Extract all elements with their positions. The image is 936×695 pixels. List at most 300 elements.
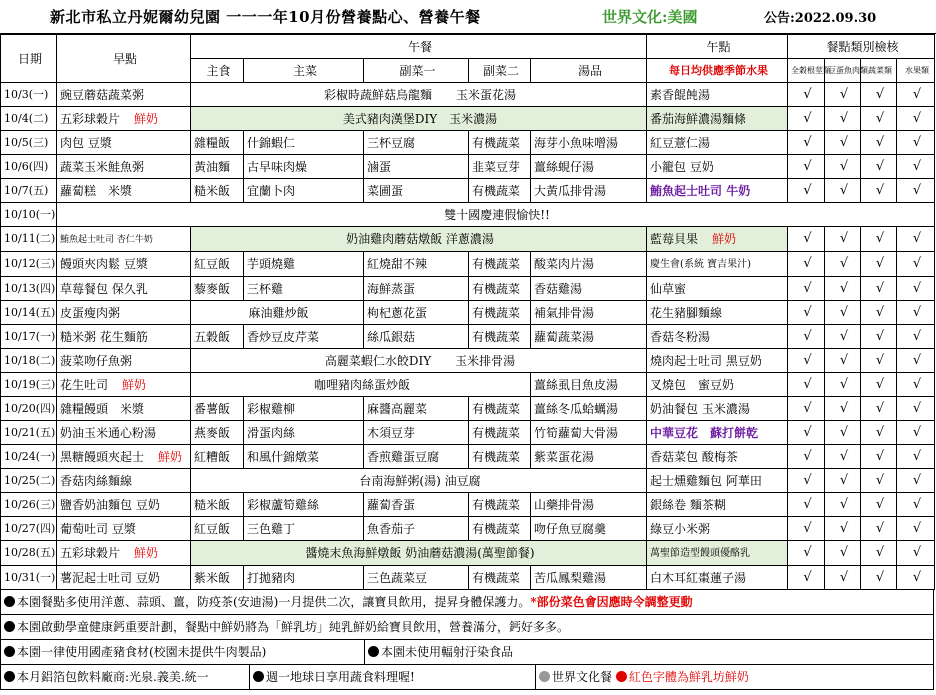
afternoon-item: 紅豆薏仁湯 [650, 135, 711, 150]
breakfast-cell [57, 83, 191, 107]
bullet-icon [4, 671, 15, 682]
col-main: 主菜 [244, 59, 364, 83]
check-protein: √ [825, 227, 861, 252]
breakfast-cell [57, 493, 191, 517]
fresh-milk-label: 鮮奶 [134, 111, 159, 126]
breakfast-cell [57, 469, 191, 493]
row-date: 10/25(二) [1, 469, 57, 493]
afternoon-cell [647, 131, 788, 155]
row-date: 10/10(一) [1, 203, 57, 227]
afternoon-item: 起士燻雞麵包 阿華田 [650, 473, 762, 488]
breakfast-cell [57, 155, 191, 179]
lunch-soup: 補氣排骨湯 [531, 301, 647, 325]
lunch-side2: 有機蔬菜 [469, 397, 531, 421]
culture-bullet-icon [539, 671, 550, 682]
breakfast-cell [57, 179, 191, 203]
table-row [1, 107, 935, 131]
check-protein: √ [825, 541, 861, 566]
row-date: 10/24(一) [1, 445, 57, 469]
check-protein: √ [825, 421, 861, 445]
row-date: 10/3(一) [1, 83, 57, 107]
lunch-staple: 糙米飯 [191, 179, 244, 203]
check-protein: √ [825, 155, 861, 179]
check-protein: √ [825, 397, 861, 421]
check-fruit: √ [897, 107, 935, 131]
breakfast-item: 草莓餐包 保久乳 [60, 281, 148, 296]
afternoon-cell [647, 349, 788, 373]
check-veg: √ [861, 493, 897, 517]
check-protein: √ [825, 131, 861, 155]
lunch-merged: 醬燒末魚海鮮燉飯 奶油蘑菇濃湯(萬聖節餐) [191, 541, 647, 566]
row-date: 10/14(五) [1, 301, 57, 325]
breakfast-cell [57, 107, 191, 131]
check-fruit: √ [897, 541, 935, 566]
row-date: 10/17(一) [1, 325, 57, 349]
breakfast-cell [57, 517, 191, 541]
row-date: 10/19(三) [1, 373, 57, 397]
col-grains: 全穀根莖類 [788, 59, 825, 83]
notes-section [0, 590, 934, 690]
check-protein: √ [825, 179, 861, 203]
row-date: 10/27(四) [1, 517, 57, 541]
lunch-merged: 美式豬肉漢堡DIY 玉米濃湯 [191, 107, 647, 131]
lunch-side2: 有機蔬菜 [469, 179, 531, 203]
lunch-staple: 紅糟飯 [191, 445, 244, 469]
lunch-main: 三色雞丁 [244, 517, 364, 541]
check-grains: √ [788, 517, 825, 541]
col-breakfast: 早點 [57, 35, 191, 83]
lunch-staple: 五穀飯 [191, 325, 244, 349]
fresh-milk-label: 鮮奶 [158, 449, 183, 464]
check-grains: √ [788, 397, 825, 421]
table-row [1, 421, 935, 445]
check-fruit: √ [897, 445, 935, 469]
lunch-soup: 苦瓜鳳梨雞湯 [531, 566, 647, 590]
breakfast-cell [57, 349, 191, 373]
afternoon-item: 叉燒包 蜜豆奶 [650, 377, 735, 392]
table-row [1, 252, 935, 277]
check-veg: √ [861, 179, 897, 203]
breakfast-item: 豌豆蘑菇蔬菜粥 [60, 87, 145, 102]
afternoon-item: 奶油餐包 玉米濃湯 [650, 401, 750, 416]
lunch-main: 香炒豆皮芹菜 [244, 325, 364, 349]
breakfast-cell [57, 277, 191, 301]
afternoon-item: 藍莓貝果 [650, 232, 699, 246]
breakfast-item: 鹽香奶油麵包 豆奶 [60, 497, 160, 512]
col-staple: 主食 [191, 59, 244, 83]
row-date: 10/18(二) [1, 349, 57, 373]
col-lunch: 午餐 [191, 35, 647, 59]
lunch-staple: 雜糧飯 [191, 131, 244, 155]
lunch-side2: 有機蔬菜 [469, 301, 531, 325]
row-date: 10/13(四) [1, 277, 57, 301]
check-fruit: √ [897, 155, 935, 179]
afternoon-item: 花生豬腳麵線 [650, 305, 723, 320]
note-pork: 本園一律使用國產豬食材(校園未提供牛肉製品) [17, 645, 267, 659]
afternoon-item: 素香餛飩湯 [650, 87, 711, 102]
page-title: 新北市私立丹妮爾幼兒園 一一一年10月份營養點心、營養午餐 [50, 8, 481, 26]
breakfast-cell [57, 131, 191, 155]
afternoon-cell [647, 373, 788, 397]
lunch-staple: 藜麥飯 [191, 277, 244, 301]
lunch-side2: 有機蔬菜 [469, 325, 531, 349]
check-fruit: √ [897, 301, 935, 325]
table-row [1, 179, 935, 203]
check-fruit: √ [897, 493, 935, 517]
lunch-staple: 黃油麵 [191, 155, 244, 179]
check-fruit: √ [897, 566, 935, 590]
check-fruit: √ [897, 373, 935, 397]
row-date: 10/11(二) [1, 227, 57, 252]
check-fruit: √ [897, 179, 935, 203]
check-grains: √ [788, 301, 825, 325]
col-fruit: 水果類 [897, 59, 935, 83]
bullet-icon [4, 646, 15, 657]
table-row [1, 541, 935, 566]
lunch-main: 滑蛋肉絲 [244, 421, 364, 445]
check-fruit: √ [897, 227, 935, 252]
afternoon-item: 鮪魚起士吐司 牛奶 [650, 183, 751, 198]
afternoon-cell [647, 227, 788, 252]
check-veg: √ [861, 301, 897, 325]
afternoon-item: 仙草蜜 [650, 281, 687, 296]
lunch-soup: 薑絲冬瓜蛤蠣湯 [531, 397, 647, 421]
table-row [1, 566, 935, 590]
check-grains: √ [788, 179, 825, 203]
breakfast-item: 雜糧饅頭 米漿 [60, 401, 145, 416]
afternoon-item: 番茄海鮮濃湯麵條 [650, 111, 747, 126]
lunch-soup: 蘿蔔蔬菜湯 [531, 325, 647, 349]
note-row-3 [0, 640, 934, 665]
note-radiation: 本園未使用輻射汙染食品 [381, 645, 514, 659]
lunch-side2: 有機蔬菜 [469, 517, 531, 541]
menu-table [0, 34, 935, 590]
afternoon-item: 香菇菜包 酸梅茶 [650, 449, 738, 464]
afternoon-item: 燒肉起士吐司 黑豆奶 [650, 353, 762, 368]
afternoon-cell [647, 566, 788, 590]
table-row [1, 469, 935, 493]
breakfast-item: 蘿蔔糕 米漿 [60, 183, 133, 198]
lunch-side1: 三色蔬菜豆 [364, 566, 469, 590]
check-grains: √ [788, 421, 825, 445]
breakfast-item: 薯泥起士吐司 豆奶 [60, 570, 160, 585]
check-grains: √ [788, 252, 825, 277]
check-grains: √ [788, 349, 825, 373]
breakfast-item: 鮪魚起士吐司 杏仁牛奶 [60, 235, 153, 245]
lunch-merged: 奶油雞肉蘑菇燉飯 洋蔥濃湯 [191, 227, 647, 252]
table-row [1, 83, 935, 107]
row-date: 10/26(三) [1, 493, 57, 517]
bullet-icon [4, 621, 15, 632]
check-protein: √ [825, 373, 861, 397]
check-grains: √ [788, 469, 825, 493]
col-protein: 豆蛋魚肉類 [825, 59, 861, 83]
afternoon-item: 綠豆小米粥 [650, 521, 711, 536]
breakfast-cell [57, 541, 191, 566]
row-date: 10/4(二) [1, 107, 57, 131]
fresh-milk-label: 鮮奶 [134, 546, 159, 560]
lunch-side2: 韭菜豆芽 [469, 155, 531, 179]
breakfast-cell [57, 325, 191, 349]
check-protein: √ [825, 252, 861, 277]
lunch-staple: 燕麥飯 [191, 421, 244, 445]
col-date: 日期 [1, 35, 57, 83]
breakfast-item: 肉包 豆漿 [60, 135, 112, 150]
lunch-side1: 枸杞蔥花蛋 [364, 301, 469, 325]
fruit-note: 每日均供應季節水果 [647, 59, 788, 83]
check-protein: √ [825, 349, 861, 373]
afternoon-cell [647, 421, 788, 445]
table-row [1, 397, 935, 421]
legend-culture: 世界文化餐 [552, 670, 613, 684]
table-row [1, 373, 935, 397]
breakfast-item: 黑糖饅頭夾起士 [60, 449, 145, 464]
announce-date: 公告:2022.09.30 [764, 11, 877, 26]
check-fruit: √ [897, 421, 935, 445]
check-protein: √ [825, 566, 861, 590]
breakfast-cell [57, 397, 191, 421]
check-fruit: √ [897, 397, 935, 421]
page-header [0, 0, 936, 34]
table-row [1, 493, 935, 517]
check-protein: √ [825, 445, 861, 469]
breakfast-item: 五彩球穀片 [60, 111, 121, 126]
check-protein: √ [825, 277, 861, 301]
lunch-main: 芋頭燒雞 [244, 252, 364, 277]
lunch-side1: 絲瓜銀菇 [364, 325, 469, 349]
lunch-soup: 酸菜肉片湯 [531, 252, 647, 277]
row-date: 10/21(五) [1, 421, 57, 445]
breakfast-item: 葡萄吐司 豆漿 [60, 521, 136, 536]
afternoon-item: 慶生會(系統 寶吉果汁) [650, 259, 752, 270]
culture-theme: 世界文化:美國 [602, 8, 698, 26]
afternoon-cell [647, 541, 788, 566]
check-fruit: √ [897, 517, 935, 541]
row-date: 10/7(五) [1, 179, 57, 203]
lunch-main: 和風什錦燉菜 [244, 445, 364, 469]
table-row [1, 301, 935, 325]
legend-red-font: 紅色字體為鮮乳坊鮮奶 [628, 670, 749, 684]
afternoon-cell [647, 301, 788, 325]
lunch-staple-main: 麻油雞炒飯 [191, 301, 364, 325]
lunch-side2: 有機蔬菜 [469, 566, 531, 590]
check-grains: √ [788, 131, 825, 155]
col-soup: 湯品 [531, 59, 647, 83]
row-date: 10/20(四) [1, 397, 57, 421]
check-protein: √ [825, 325, 861, 349]
table-row [1, 155, 935, 179]
note-row-2 [0, 615, 934, 640]
lunch-side1: 三杯豆腐 [364, 131, 469, 155]
lunch-merged: 台南海鮮粥(湯) 油豆腐 [191, 469, 647, 493]
check-veg: √ [861, 421, 897, 445]
row-date: 10/31(一) [1, 566, 57, 590]
afternoon-item: 白木耳紅棗蓮子湯 [650, 570, 747, 585]
row-date: 10/12(三) [1, 252, 57, 277]
afternoon-item: 萬聖節造型饅頭優酪乳 [650, 548, 751, 559]
check-protein: √ [825, 493, 861, 517]
breakfast-item: 蔬菜玉米鮭魚粥 [60, 159, 145, 174]
breakfast-item: 奶油玉米通心粉湯 [60, 425, 157, 440]
lunch-side1: 蘿蔔香蛋 [364, 493, 469, 517]
lunch-side1: 魚香茄子 [364, 517, 469, 541]
check-grains: √ [788, 325, 825, 349]
lunch-side1: 海鮮蒸蛋 [364, 277, 469, 301]
check-veg: √ [861, 445, 897, 469]
lunch-side2: 有機蔬菜 [469, 252, 531, 277]
afternoon-cell [647, 277, 788, 301]
check-veg: √ [861, 566, 897, 590]
afternoon-cell [647, 107, 788, 131]
lunch-soup: 吻仔魚豆腐羹 [531, 517, 647, 541]
check-veg: √ [861, 83, 897, 107]
check-grains: √ [788, 373, 825, 397]
breakfast-item: 糙米粥 花生麵筋 [60, 329, 148, 344]
check-grains: √ [788, 566, 825, 590]
breakfast-cell [57, 445, 191, 469]
lunch-main: 彩椒蘆筍雞絲 [244, 493, 364, 517]
afternoon-cell [647, 493, 788, 517]
afternoon-cell [647, 252, 788, 277]
table-row [1, 325, 935, 349]
check-grains: √ [788, 493, 825, 517]
lunch-soup: 海芽小魚味噌湯 [531, 131, 647, 155]
check-grains: √ [788, 277, 825, 301]
bullet-icon [4, 596, 15, 607]
breakfast-item: 香菇肉絲麵線 [60, 473, 133, 488]
lunch-side2: 有機蔬菜 [469, 131, 531, 155]
lunch-side1: 菜圃蛋 [364, 179, 469, 203]
row-date: 10/5(三) [1, 131, 57, 155]
breakfast-cell [57, 566, 191, 590]
col-veg: 蔬菜類 [861, 59, 897, 83]
check-veg: √ [861, 349, 897, 373]
note-row-1 [0, 590, 934, 615]
breakfast-cell [57, 421, 191, 445]
lunch-main: 宜蘭卜肉 [244, 179, 364, 203]
check-fruit: √ [897, 252, 935, 277]
check-fruit: √ [897, 469, 935, 493]
afternoon-cell [647, 517, 788, 541]
lunch-soup: 竹筍蘿蔔大骨湯 [531, 421, 647, 445]
check-protein: √ [825, 517, 861, 541]
table-row [1, 131, 935, 155]
lunch-merged: 高麗菜蝦仁水餃DIY 玉米排骨湯 [191, 349, 647, 373]
lunch-side1: 香煎雞蛋豆腐 [364, 445, 469, 469]
check-veg: √ [861, 131, 897, 155]
table-row [1, 349, 935, 373]
lunch-side2: 有機蔬菜 [469, 445, 531, 469]
lunch-soup: 大黃瓜排骨湯 [531, 179, 647, 203]
breakfast-cell [57, 373, 191, 397]
col-check: 餐點類別檢核 [788, 35, 935, 59]
check-fruit: √ [897, 349, 935, 373]
check-protein: √ [825, 301, 861, 325]
note-milk-plan: 本園啟動學童健康鈣重要計劃，餐點中鮮奶將為「鮮乳坊」純乳鮮奶給寶貝飲用，營養滿分，鈣好多多。 [17, 620, 570, 634]
check-veg: √ [861, 325, 897, 349]
breakfast-item: 皮蛋瘦肉粥 [60, 305, 121, 320]
afternoon-cell [647, 179, 788, 203]
lunch-main: 打拋豬肉 [244, 566, 364, 590]
lunch-staple: 紅豆飯 [191, 517, 244, 541]
lunch-main: 什錦蝦仁 [244, 131, 364, 155]
lunch-soup: 薑絲虱目魚皮湯 [531, 373, 647, 397]
lunch-staple: 糙米飯 [191, 493, 244, 517]
check-fruit: √ [897, 131, 935, 155]
breakfast-cell [57, 301, 191, 325]
afternoon-item: 小籠包 豆奶 [650, 159, 714, 174]
table-row [1, 203, 935, 227]
breakfast-item: 五彩球穀片 [60, 546, 121, 560]
afternoon-cell [647, 155, 788, 179]
afternoon-item: 香菇冬粉湯 [650, 329, 711, 344]
col-side1: 副菜一 [364, 59, 469, 83]
check-veg: √ [861, 252, 897, 277]
holiday-note: 雙十國慶連假愉快!! [57, 203, 935, 227]
lunch-soup: 山藥排骨湯 [531, 493, 647, 517]
lunch-side1: 紅燒甜不辣 [364, 252, 469, 277]
fresh-milk-label: 鮮奶 [122, 377, 147, 392]
check-grains: √ [788, 541, 825, 566]
lunch-soup: 香菇雞湯 [531, 277, 647, 301]
afternoon-item: 中華豆花 蘇打餅乾 [650, 425, 759, 440]
lunch-side1: 木須豆芽 [364, 421, 469, 445]
lunch-merged: 彩椒時蔬鮮菇烏龍麵 玉米蛋花湯 [191, 83, 647, 107]
breakfast-cell [57, 227, 191, 252]
check-grains: √ [788, 445, 825, 469]
check-grains: √ [788, 107, 825, 131]
afternoon-cell [647, 83, 788, 107]
check-fruit: √ [897, 277, 935, 301]
table-row [1, 227, 935, 252]
lunch-soup: 薑絲蜆仔湯 [531, 155, 647, 179]
afternoon-cell [647, 445, 788, 469]
afternoon-cell [647, 325, 788, 349]
row-date: 10/6(四) [1, 155, 57, 179]
check-veg: √ [861, 469, 897, 493]
check-veg: √ [861, 397, 897, 421]
bullet-icon [253, 671, 264, 682]
check-protein: √ [825, 107, 861, 131]
check-veg: √ [861, 541, 897, 566]
note-earth-day: 週一地球日享用蔬食料理喔! [266, 670, 415, 684]
red-bullet-icon [616, 671, 627, 682]
note-vendors: 本月鋁箔包飲料廠商:光泉.義美.統一 [17, 670, 209, 684]
lunch-main: 三杯雞 [244, 277, 364, 301]
note-spices: 本園餐點多使用洋蔥、蒜頭、薑，防疫茶(安迪湯)一月提供二次，讓寶貝飲用，提昇身體保護力。 [17, 595, 531, 609]
lunch-side2: 有機蔬菜 [469, 493, 531, 517]
check-veg: √ [861, 227, 897, 252]
check-protein: √ [825, 469, 861, 493]
note-row-4 [0, 665, 934, 690]
lunch-soup: 紫菜蛋花湯 [531, 445, 647, 469]
lunch-staple: 紅豆飯 [191, 252, 244, 277]
lunch-staple: 番薯飯 [191, 397, 244, 421]
breakfast-item: 花生吐司 [60, 377, 109, 392]
afternoon-cell [647, 397, 788, 421]
col-afternoon: 午點 [647, 35, 788, 59]
table-row [1, 445, 935, 469]
lunch-side1: 麻醬高麗菜 [364, 397, 469, 421]
afternoon-item: 銀絲卷 麵茶糊 [650, 497, 726, 512]
check-grains: √ [788, 227, 825, 252]
table-row [1, 517, 935, 541]
lunch-merged: 咖哩豬肉絲蛋炒飯 [191, 373, 531, 397]
lunch-side2: 有機蔬菜 [469, 421, 531, 445]
check-veg: √ [861, 155, 897, 179]
breakfast-item: 菠菜吻仔魚粥 [60, 353, 133, 368]
breakfast-cell [57, 252, 191, 277]
